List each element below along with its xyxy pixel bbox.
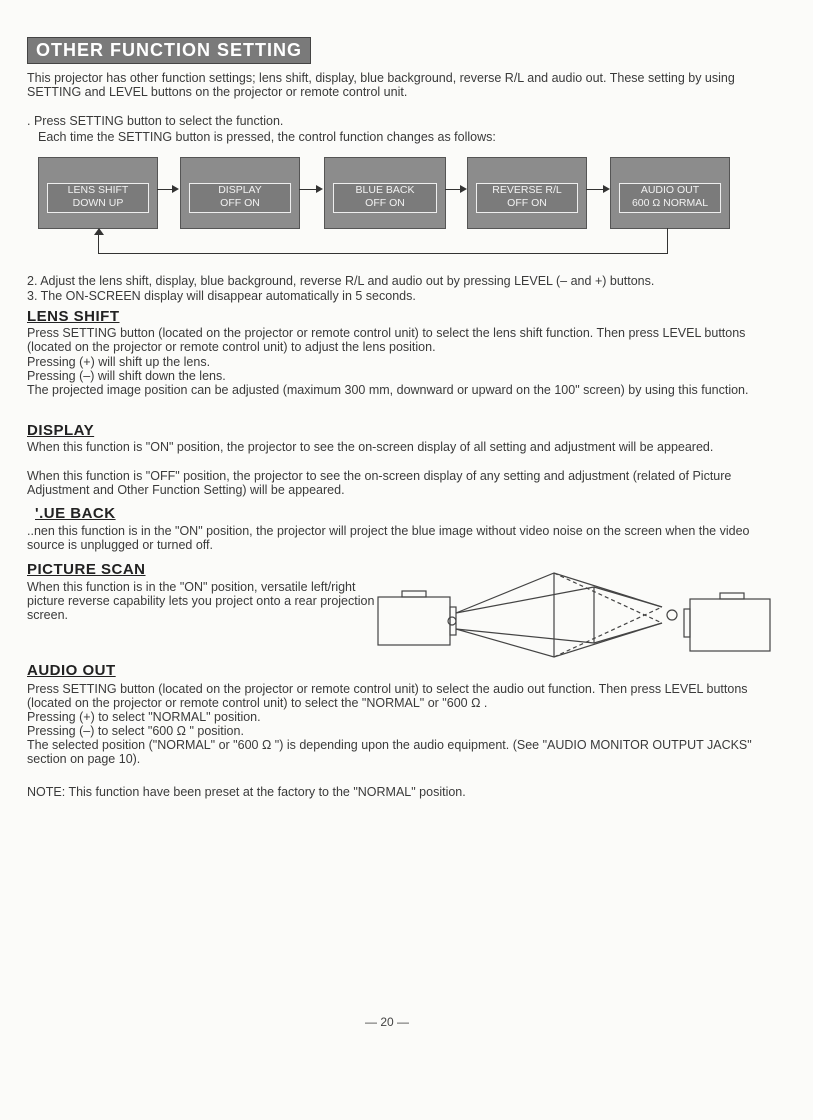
flow-label: AUDIO OUT (640, 184, 700, 196)
intro-text: This projector has other function settings; lens shift, display, blue background, reverse R/L and audio out. These setting by using SETTING and LEVEL buttons on the projector or remote control unit. (27, 71, 735, 99)
audio-out-para: Press SETTING button (located on the projector or remote control unit) to select the audio out function. Then press LEVEL buttons (located on the projector or remote control unit) to select the "NORMAL" or "600 Ω . (27, 682, 748, 710)
heading-audio-out: AUDIO OUT (27, 662, 116, 679)
rear-projection-diagram (372, 565, 777, 665)
lens-shift-range: The projected image position can be adjusted (maximum 300 mm, downward or upward on the 100" screen) by using this function. (27, 383, 749, 397)
heading-picture-scan: PICTURE SCAN (27, 561, 146, 578)
flow-arrow (157, 189, 177, 190)
loop-line (667, 228, 668, 254)
step-1-text: . Press SETTING button to select the function. (27, 114, 284, 128)
page-title: OTHER FUNCTION SETTING (27, 37, 311, 64)
heading-blue-back: '.UE BACK (35, 505, 116, 522)
factory-note: NOTE: This function have been preset at the factory to the "NORMAL" position. (27, 785, 466, 799)
display-on-text: When this function is "ON" position, the projector to see the on-screen display of all setting and adjustment will be appeared. (27, 440, 714, 454)
flow-label: LENS SHIFT (67, 184, 129, 196)
flow-box-lens-shift (38, 157, 158, 229)
flow-values: OFF ON (365, 197, 405, 209)
picture-scan-text: When this function is in the "ON" position, versatile left/right picture reverse capability lets you project onto a rear projection screen. (27, 580, 375, 622)
loop-line (98, 232, 99, 254)
lens-shift-para: Press SETTING button (located on the projector or remote control unit) to select the lens shift function. Then press LEVEL buttons (located on the projector or remote control unit) to adjust the lens position. (27, 326, 746, 354)
flow-arrow (445, 189, 465, 190)
lens-shift-plus: Pressing (+) will shift up the lens. (27, 355, 211, 369)
flow-box-blue-back (324, 157, 446, 229)
heading-lens-shift: LENS SHIFT (27, 308, 120, 325)
audio-out-minus: Pressing (–) to select "600 Ω " position. (27, 724, 244, 738)
projector-left-icon (378, 597, 450, 645)
audio-out-note: The selected position ("NORMAL" or "600 Ω ") is depending upon the audio equipment. (See "AUDIO MONITOR OUTPUT JACKS" section on page 10). (27, 738, 752, 766)
display-off-text: When this function is "OFF" position, the projector to see the on-screen display of any setting and adjustment (related of Picture Adjustment and Other Function Setting) will be appeared. (27, 469, 732, 497)
flow-label: DISPLAY (218, 184, 262, 196)
flow-values: OFF ON (507, 197, 547, 209)
step-1-detail: Each time the SETTING button is pressed, the control function changes as follows: (38, 130, 496, 144)
loop-arrow-head (94, 228, 104, 235)
flow-box-display (180, 157, 300, 229)
step-2-text: 2. Adjust the lens shift, display, blue background, reverse R/L and audio out by pressing LEVEL (– and +) buttons. (27, 274, 655, 288)
step-3-text: 3. The ON-SCREEN display will disappear automatically in 5 seconds. (27, 289, 416, 303)
audio-out-plus: Pressing (+) to select "NORMAL" position. (27, 710, 261, 724)
flow-label: REVERSE R/L (492, 184, 562, 196)
blue-back-text: ..nen this function is in the "ON" position, the projector will project the blue image without video noise on the screen when the video source is unplugged or turned off. (27, 524, 750, 552)
projector-right-icon (690, 599, 770, 651)
page-number: — 20 — (365, 1015, 410, 1029)
heading-display: DISPLAY (27, 422, 95, 439)
flow-box-audio-out (610, 157, 730, 229)
flow-box-reverse (467, 157, 587, 229)
flow-arrow (299, 189, 321, 190)
flow-values: OFF ON (220, 197, 260, 209)
flow-arrow (586, 189, 608, 190)
flow-label: BLUE BACK (355, 184, 415, 196)
flow-values: 600 Ω NORMAL (631, 197, 709, 209)
lens-icon (667, 610, 677, 620)
flow-values: DOWN UP (72, 197, 124, 209)
loop-line (98, 253, 668, 254)
lens-shift-minus: Pressing (–) will shift down the lens. (27, 369, 226, 383)
